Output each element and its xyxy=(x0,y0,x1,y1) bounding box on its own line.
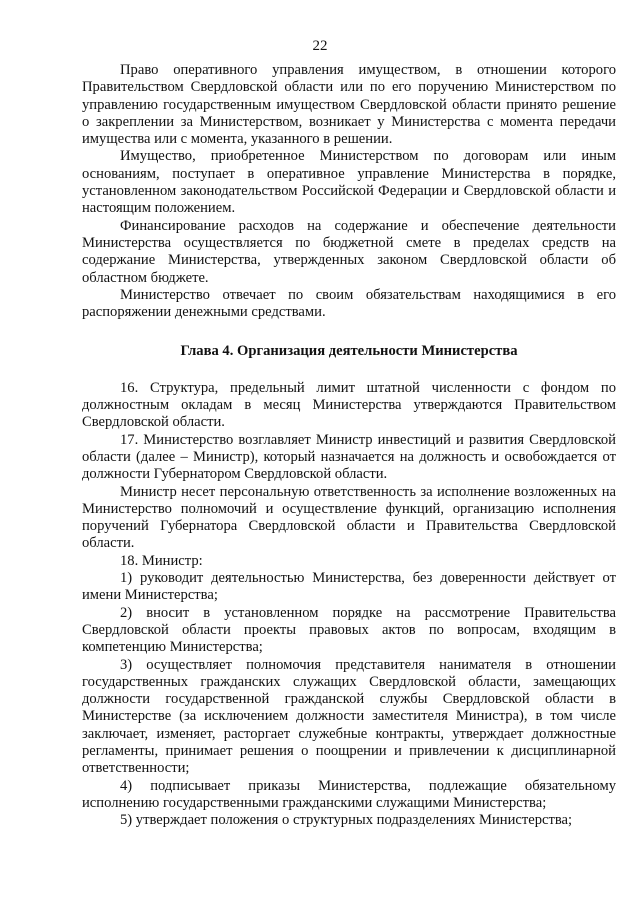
list-item-18-1: 1) руководит деятельностью Министерства, без доверенности действует от имени Министерства; xyxy=(82,570,616,604)
paragraph-liabilities: Министерство отвечает по своим обязательствам находящимися в его распоряжении денежными средствами. xyxy=(82,286,616,321)
paragraph-item-16: 16. Структура, предельный лимит штатной численности с фондом по должностным окладам в месяц Министерства утверждаются Правительством Свердловской области. xyxy=(82,379,616,431)
list-item-18-3: 3) осуществляет полномочия представителя нанимателя в отношении государственных гражданских служащих Свердловской области, замещающих должности государственной гражданской службы Свердловской области в Министерстве (за исключением должности заместителя Министра), в том числе заключает, изменяет, расторгает служебные контракты, утверждает должностные регламенты, принимает решения о поощрении и привлечении к дисциплинарной ответственности; xyxy=(82,656,616,777)
paragraph-item-17: 17. Министерство возглавляет Министр инвестиций и развития Свердловской области (далее – Министр), который назначается на должность и освобождается от должности Губернатором Свердловской области. xyxy=(82,431,616,483)
list-item-18-5: 5) утверждает положения о структурных подразделениях Министерства; xyxy=(120,812,573,829)
paragraph-minister-responsibility: Министр несет персональную ответственность за исполнение возложенных на Министерство полномочий и осуществление функций, организацию исполнения поручений Губернатора Свердловской области и Правительства Свердловской области. xyxy=(82,483,616,552)
list-item-18-4: 4) подписывает приказы Министерства, подлежащие обязательному исполнению государственными гражданскими служащими Министерства; xyxy=(82,777,616,811)
document-body xyxy=(82,62,616,829)
page-number: 22 xyxy=(312,38,328,54)
list-item-18-2: 2) вносит в установленном порядке на рассмотрение Правительства Свердловской области проекты правовых актов по вопросам, входящим в компетенцию Министерства; xyxy=(82,604,616,656)
paragraph-operational-management: Право оперативного управления имуществом, в отношении которого Правительством Свердловской области или по его поручению Министерством по управлению государственным имуществом Свердловской области принято решение о закреплении за Министерством, возникает у Министерства с момента передачи имущества или с момента, указанного в решении. xyxy=(82,62,616,148)
chapter-heading: Глава 4. Организация деятельности Министерства xyxy=(180,343,518,360)
paragraph-item-18: 18. Министр: xyxy=(120,552,203,569)
paragraph-financing: Финансирование расходов на содержание и обеспечение деятельности Министерства осуществляется по бюджетной смете в пределах средств на содержание Министерства, утвержденных законом Свердловской области об областном бюджете. xyxy=(82,217,616,286)
paragraph-acquired-property: Имущество, приобретенное Министерством по договорам или иным основаниям, поступает в оперативное управление Министерства в порядке, установленном законодательством Российской Федерации и Свердловской области и настоящим положением. xyxy=(82,148,616,217)
